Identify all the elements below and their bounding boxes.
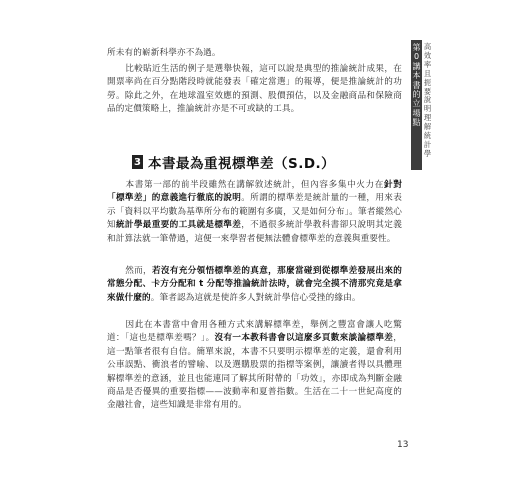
paragraph-4-bold-1: 沒有一本教科書會以這麼多頁數來談論標準差 [214,333,394,344]
paragraph-2-text-2: 。所謂的標準差是統計量的一種，用來表示「資料以平均數為基準所分布的範圍有多廣，又是如何分布」。筆者縱然心知 [107,193,402,231]
paragraph-2-text-1: 本書第一部的前半段雖然在講解敘述統計，但內容多集中火力在 [125,180,385,190]
section-heading [132,152,412,172]
paragraph-3-text-2: 。筆者認為這就是使許多人對統計學信心受挫的緣由。 [150,292,361,303]
chapter-tab: 第0講本書的立場點 [411,40,422,170]
paragraph-2-text-3: ，不過很多統計學教科書卻只說明其定義和計算法就一筆帶過，這便一來學習者便無法體會標準差的意義與重要性。 [107,220,402,244]
paragraph-3-bold-1: 若沒有充分領悟標準差的真意，那麼當碰到從標準差發展出來的常態分配、卡方分配和 t 分配等推論統計法時，就會完全摸不清那究竟是拿來做什麼的 [107,266,402,303]
section-number: 3 [132,155,143,169]
page-number: 13 [397,440,409,450]
paragraph-3 [107,265,402,305]
paragraph-2 [107,179,402,246]
section-title: 本書最為重視標準差（S.D.） [148,156,336,172]
paragraph-2-bold-1: 針對「標準差」的意義進行徹底的說明 [107,180,402,204]
paragraph-1 [107,63,402,117]
paragraph-4-text-2: ，這一點筆者很有自信。簡單來說，本書不只要明示標準差的定義，還會利用公車誤點、衝浪者的譬喻、以及選購股票的指標等案例，讓讀者得以具體理解標準差的意涵，並且也能連同了解其所附帶的「功效」，亦即成為判斷金融商品是否優異的重要指標——波動率和夏普指數。生活在二十一世紀高度的金融社會，這些知識是非常有用的。 [107,333,402,411]
chapter-subtitle: 高效率且扼要說明理解統計學 [423,42,432,158]
paragraph-4-text-1: 因此在本書當中會用各種方式來講解標準差，舉例之豐富會讓人吃驚道：「這也是標準差嗎？」。 [107,320,402,344]
paragraph-4 [107,319,402,413]
paragraph-0 [107,47,402,60]
paragraph-0-text: 所未有的嶄新科學亦不為過。 [107,48,221,58]
paragraph-3-text-1: 然而， [125,266,152,276]
paragraph-1-text: 比較貼近生活的例子是選舉快報，這可以說是典型的推論統計成果，在開票率尚在百分點階段時就能發表「確定當選」的報導，便是推論統計的功勞。除此之外，在地球溫室效應的預測、股價預估，以及金融商品和保險商品的定價策略上，推論統計亦是不可或缺的工具。 [107,64,402,115]
paragraph-2-bold-2: 統計學最重要的工具就是標準差 [115,220,242,231]
chapter-sidebar [411,40,433,178]
